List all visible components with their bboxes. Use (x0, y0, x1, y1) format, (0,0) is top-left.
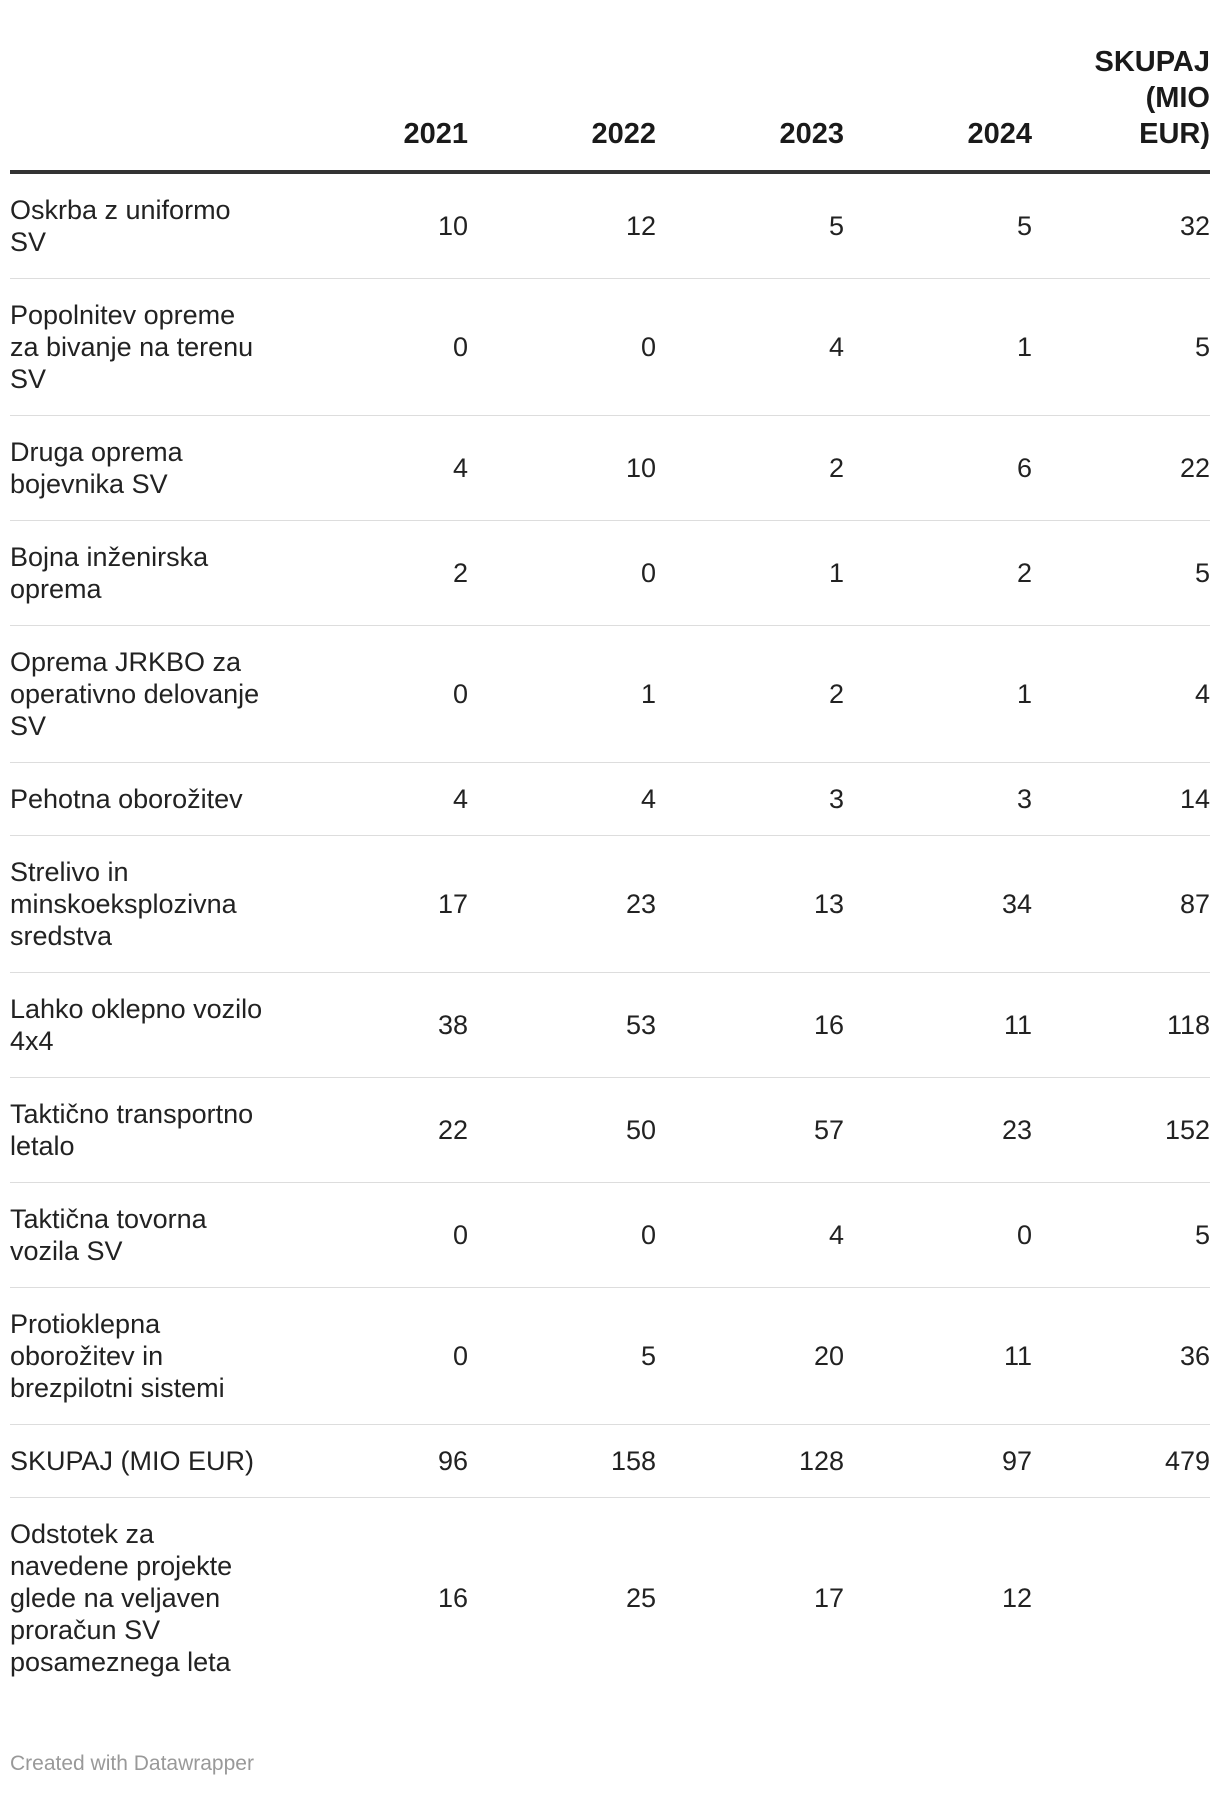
cell-value: 2 (656, 416, 844, 521)
row-label: SKUPAJ (MIO EUR) (10, 1425, 280, 1498)
cell-value: 118 (1032, 973, 1210, 1078)
cell-value: 5 (1032, 279, 1210, 416)
cell-value: 10 (280, 172, 468, 279)
cell-value: 11 (844, 973, 1032, 1078)
table-row (10, 1425, 1210, 1498)
cell-value: 34 (844, 836, 1032, 973)
cell-value: 5 (656, 172, 844, 279)
cell-value: 14 (1032, 763, 1210, 836)
cell-value: 1 (844, 279, 1032, 416)
cell-value: 23 (844, 1078, 1032, 1183)
row-label: Odstotek za navedene projekte glede na veljaven proračun SV posameznega leta (10, 1519, 233, 1677)
table-row (10, 1183, 1210, 1288)
cell-value: 1 (656, 521, 844, 626)
cell-value: 32 (1032, 172, 1210, 279)
cell-value: 1 (844, 626, 1032, 763)
cell-value: 128 (656, 1425, 844, 1498)
cell-value: 152 (1032, 1078, 1210, 1183)
cell-value: 3 (844, 763, 1032, 836)
cell-value: 0 (280, 1183, 468, 1288)
table-header-row (10, 0, 1210, 172)
cell-value: 22 (1032, 416, 1210, 521)
cell-value: 5 (1032, 521, 1210, 626)
cell-value: 16 (437, 1583, 468, 1613)
cell-value: 17 (280, 836, 468, 973)
row-label: Strelivo in minskoeksplozivna sredstva (10, 836, 280, 973)
table-row (10, 416, 1210, 521)
cell-value: 2 (280, 521, 468, 626)
cell-value: 0 (468, 279, 656, 416)
table-row (10, 973, 1210, 1078)
table-body (10, 172, 1210, 1698)
cell-value: 97 (844, 1425, 1032, 1498)
table-row (10, 626, 1210, 763)
header-year-2022: 2022 (468, 0, 656, 172)
cell-value: 0 (280, 626, 468, 763)
cell-value: 4 (1032, 626, 1210, 763)
datawrapper-credit[interactable]: Created with Datawrapper (10, 1752, 254, 1775)
table-row (10, 1498, 1210, 1699)
cell-value: 22 (280, 1078, 468, 1183)
header-year-2024: 2024 (844, 0, 1032, 172)
cell-value: 53 (468, 973, 656, 1078)
cell-value: 0 (280, 279, 468, 416)
row-label: Oskrba z uniformo SV (10, 172, 280, 279)
table-row (10, 172, 1210, 279)
cell-value: 479 (1032, 1425, 1210, 1498)
cell-value: 2 (844, 521, 1032, 626)
table-row (10, 1288, 1210, 1425)
cell-value: 4 (280, 763, 468, 836)
cell-value: 16 (656, 973, 844, 1078)
row-label: Protioklepna oborožitev in brezpilotni sistemi (10, 1288, 280, 1425)
row-label: Oprema JRKBO za operativno delovanje SV (10, 626, 280, 763)
table-row (10, 763, 1210, 836)
cell-value: 96 (280, 1425, 468, 1498)
header-total-text: SKUPAJ (MIO EUR) (1094, 46, 1210, 150)
table-row (10, 279, 1210, 416)
cell-value: 57 (656, 1078, 844, 1183)
row-label: Popolnitev opreme za bivanje na terenu SV (10, 279, 280, 416)
cell-value: 12 (468, 172, 656, 279)
row-label: Taktična tovorna vozila SV (10, 1183, 280, 1288)
table-row (10, 836, 1210, 973)
cell-value: 4 (656, 279, 844, 416)
cell-value: 158 (468, 1425, 656, 1498)
cell-value: 36 (1032, 1288, 1210, 1425)
cell-value: 5 (1032, 1183, 1210, 1288)
header-label-column (10, 0, 280, 172)
header-total-column (1032, 0, 1210, 172)
table-row (10, 521, 1210, 626)
cell-value: 4 (656, 1183, 844, 1288)
budget-table (10, 0, 1210, 1698)
cell-value: 20 (656, 1288, 844, 1425)
row-label: Lahko oklepno vozilo 4x4 (10, 973, 280, 1078)
cell-value: 1 (468, 626, 656, 763)
cell-value: 5 (844, 172, 1032, 279)
cell-value: 4 (280, 416, 468, 521)
cell-value: 12 (1001, 1583, 1032, 1613)
cell-value: 6 (844, 416, 1032, 521)
cell-value: 4 (468, 763, 656, 836)
cell-value (1032, 1498, 1210, 1699)
header-year-2021: 2021 (280, 0, 468, 172)
cell-value: 87 (1032, 836, 1210, 973)
cell-value: 11 (844, 1288, 1032, 1425)
cell-value: 0 (468, 521, 656, 626)
row-label: Druga oprema bojevnika SV (10, 416, 280, 521)
cell-value: 5 (468, 1288, 656, 1425)
header-year-2023: 2023 (656, 0, 844, 172)
row-label: Bojna inženirska oprema (10, 521, 280, 626)
row-label: Pehotna oborožitev (10, 763, 280, 836)
cell-value: 2 (656, 626, 844, 763)
table-row (10, 1078, 1210, 1183)
cell-value: 50 (468, 1078, 656, 1183)
row-label: Taktično transportno letalo (10, 1078, 280, 1183)
cell-value: 25 (625, 1583, 656, 1613)
cell-value: 0 (844, 1183, 1032, 1288)
cell-value: 0 (280, 1288, 468, 1425)
cell-value: 10 (468, 416, 656, 521)
cell-value: 0 (468, 1183, 656, 1288)
cell-value: 13 (656, 836, 844, 973)
cell-value: 23 (468, 836, 656, 973)
cell-value: 3 (656, 763, 844, 836)
cell-value: 17 (813, 1583, 844, 1613)
cell-value: 38 (280, 973, 468, 1078)
